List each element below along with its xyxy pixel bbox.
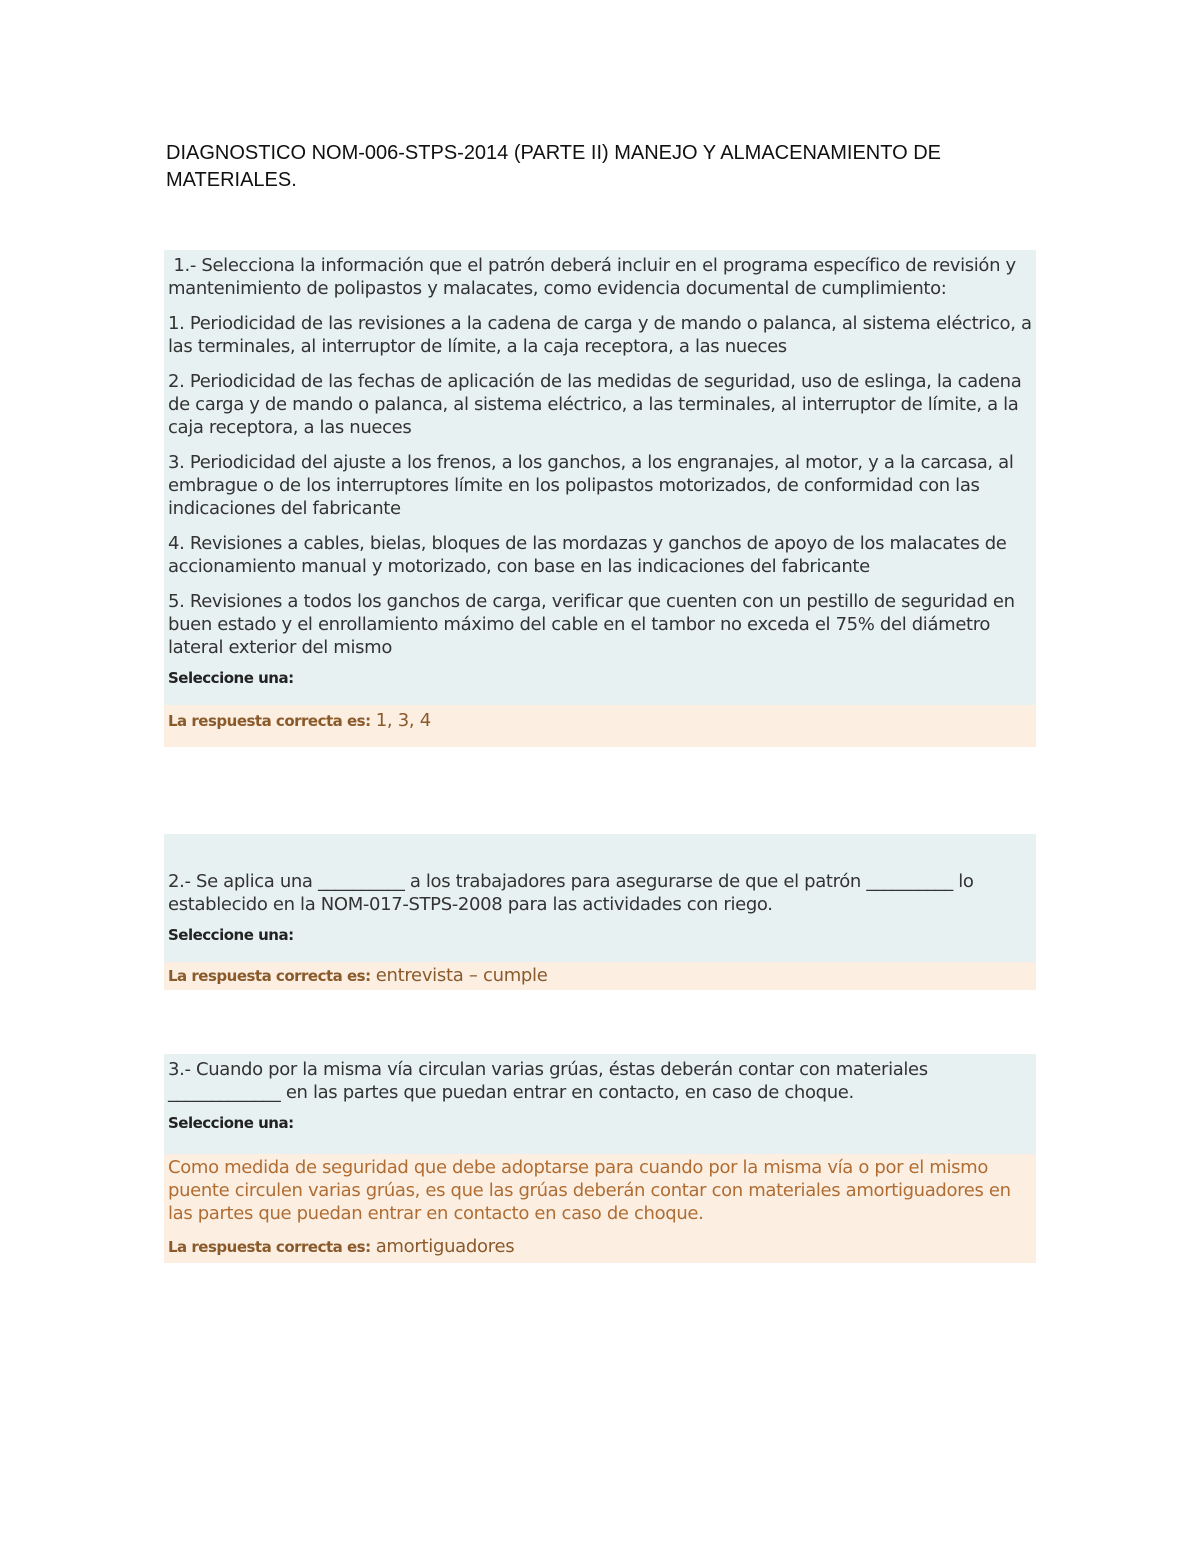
question-3-answer [164,1154,1036,1263]
question-1-answer [164,705,1036,747]
question-1-option-1: 1. Periodicidad de las revisiones a la cadena de carga y de mando o palanca, al sistema eléctrico, a las terminales, al interruptor de límite, a la caja receptora, a las nueces [168,313,1032,357]
question-1-option-3: 3. Periodicidad del ajuste a los frenos, a los ganchos, a los engranajes, al motor, y a la carcasa, al embrague o de los interruptores límite en los polipastos motorizados, de conformidad con las indicaciones del fabricante [168,452,1014,519]
question-1-option-5: 5. Revisiones a todos los ganchos de carga, verificar que cuenten con un pestillo de seguridad en buen estado y el enrollamiento máximo del cable en el tambor no exceda el 75% del diámetro lateral exterior del mismo [168,591,1015,658]
question-3-answer-line [168,1235,1032,1259]
question-2-answer [164,962,1036,990]
question-2 [164,834,1036,990]
question-3 [164,1054,1036,1263]
question-2-box [164,834,1036,962]
answer-label: La respuesta correcta es: [168,1238,371,1256]
question-1-option-2: 2. Periodicidad de las fechas de aplicación de las medidas de seguridad, uso de eslinga, la cadena de carga y de mando o palanca, al sistema eléctrico, a las terminales, al interruptor de límite, a la caja receptora, a las nueces [168,371,1022,438]
answer-label: La respuesta correcta es: [168,712,371,730]
question-2-text: 2.- Se aplica una __________ a los trabajadores para asegurarse de que el patrón __________ lo establecido en la NOM-017-STPS-2008 para las actividades con riego. [168,871,974,915]
question-1-answer-value: 1, 3, 4 [375,710,431,731]
question-3-text: 3.- Cuando por la misma vía circulan varias grúas, éstas deberán contar con materiales _____________ en las partes que puedan entrar en contacto, en caso de choque. [168,1059,928,1103]
question-2-select-label: Seleccione una: [168,926,294,944]
question-3-select-label: Seleccione una: [168,1114,294,1132]
question-3-explanation: Como medida de seguridad que debe adoptarse para cuando por la misma vía o por el mismo puente circulen varias grúas, es que las grúas deberán contar con materiales amortiguadores en las partes que puedan entrar en contacto en caso de choque. [168,1157,1011,1224]
question-2-answer-value: entrevista – cumple [375,965,548,986]
question-1-box [164,250,1036,705]
page-title: DIAGNOSTICO NOM-006-STPS-2014 (PARTE II) MANEJO Y ALMACENAMIENTO DE MATERIALES. [166,142,941,191]
answer-label: La respuesta correcta es: [168,967,371,985]
question-3-box [164,1054,1036,1154]
question-1-option-4: 4. Revisiones a cables, bielas, bloques de las mordazas y ganchos de apoyo de los malacates de accionamiento manual y motorizado, con base en las indicaciones del fabricante [168,533,1007,577]
question-1-select-label: Seleccione una: [168,669,294,687]
question-1 [164,250,1036,747]
question-1-text: 1.- Selecciona la información que el patrón deberá incluir en el programa específico de revisión y mantenimiento de polipastos y malacates, como evidencia documental de cumplimiento: [168,255,1022,299]
question-3-answer-value: amortiguadores [375,1236,515,1257]
